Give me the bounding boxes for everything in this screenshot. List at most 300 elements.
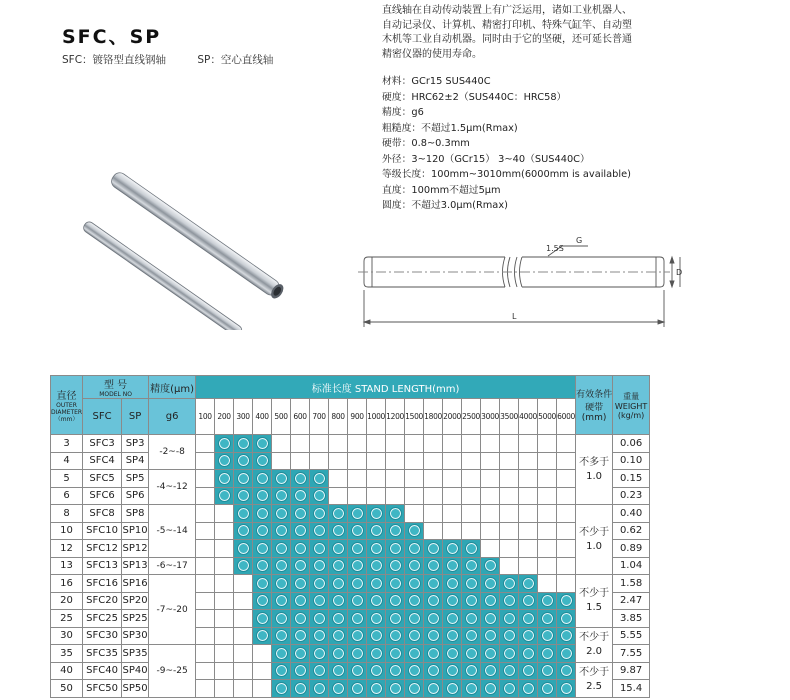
length-empty-cell (215, 645, 234, 663)
length-empty-cell (424, 522, 443, 540)
length-empty-cell (196, 680, 215, 698)
circle-marker-icon (370, 542, 383, 555)
length-header-400: 400 (253, 399, 272, 435)
circle-marker-icon (522, 629, 535, 642)
length-empty-cell (424, 487, 443, 505)
circle-marker-icon (446, 629, 459, 642)
length-available-marker (538, 662, 557, 680)
length-available-marker (367, 610, 386, 628)
shaft-drawing (350, 232, 700, 332)
length-available-marker (253, 575, 272, 593)
cell-sp-model: SP13 (122, 557, 149, 575)
circle-marker-icon (294, 542, 307, 555)
length-empty-cell (196, 452, 215, 470)
length-available-marker (443, 662, 462, 680)
cell-effective-hard-layer (576, 505, 613, 575)
length-header-200: 200 (215, 399, 234, 435)
circle-marker-icon (484, 682, 497, 695)
length-empty-cell (196, 575, 215, 593)
length-empty-cell (443, 487, 462, 505)
circle-marker-icon (427, 647, 440, 660)
length-empty-cell (348, 452, 367, 470)
length-available-marker (462, 610, 481, 628)
circle-marker-icon (218, 437, 231, 450)
cell-diameter: 50 (51, 680, 83, 698)
length-empty-cell (519, 505, 538, 523)
circle-marker-icon (560, 647, 573, 660)
length-empty-cell (215, 627, 234, 645)
length-available-marker (310, 645, 329, 663)
circle-marker-icon (332, 682, 345, 695)
circle-marker-icon (313, 594, 326, 607)
length-empty-cell (557, 452, 576, 470)
subtitle-sp: SP：空心直线轴 (197, 54, 274, 66)
cell-weight: 0.62 (613, 522, 650, 540)
length-available-marker (443, 610, 462, 628)
circle-marker-icon (560, 682, 573, 695)
circle-marker-icon (275, 647, 288, 660)
cell-sp-model: SP6 (122, 487, 149, 505)
length-available-marker (424, 610, 443, 628)
circle-marker-icon (446, 612, 459, 625)
length-available-marker (329, 645, 348, 663)
length-empty-cell (386, 487, 405, 505)
length-available-marker (424, 680, 443, 698)
length-available-marker (272, 557, 291, 575)
circle-marker-icon (446, 664, 459, 677)
length-empty-cell (462, 487, 481, 505)
circle-marker-icon (389, 559, 402, 572)
circle-marker-icon (294, 612, 307, 625)
length-empty-cell (557, 435, 576, 453)
circle-marker-icon (465, 664, 478, 677)
cell-sp-model: SP4 (122, 452, 149, 470)
length-available-marker (291, 662, 310, 680)
length-available-marker (405, 627, 424, 645)
circle-marker-icon (332, 612, 345, 625)
length-available-marker (291, 487, 310, 505)
cell-sp-model: SP30 (122, 627, 149, 645)
length-empty-cell (234, 575, 253, 593)
length-empty-cell (215, 505, 234, 523)
cell-diameter: 12 (51, 540, 83, 558)
length-available-marker (462, 557, 481, 575)
cell-diameter: 20 (51, 592, 83, 610)
circle-marker-icon (332, 542, 345, 555)
circle-marker-icon (313, 682, 326, 695)
length-empty-cell (367, 470, 386, 488)
length-empty-cell (538, 522, 557, 540)
length-empty-cell (329, 470, 348, 488)
effective-line: 不少于 (579, 526, 610, 538)
length-empty-cell (462, 470, 481, 488)
length-header-800: 800 (329, 399, 348, 435)
length-available-marker (557, 627, 576, 645)
circle-marker-icon (313, 559, 326, 572)
length-empty-cell (196, 540, 215, 558)
length-empty-cell (424, 505, 443, 523)
circle-marker-icon (408, 629, 421, 642)
length-available-marker (348, 505, 367, 523)
cell-weight: 0.10 (613, 452, 650, 470)
circle-marker-icon (351, 629, 364, 642)
circle-marker-icon (275, 664, 288, 677)
length-available-marker (481, 645, 500, 663)
circle-marker-icon (351, 507, 364, 520)
length-available-marker (234, 452, 253, 470)
circle-marker-icon (275, 577, 288, 590)
intro-line: 木机等工业自动机器。同时由于它的坚硬，还可延长普通 (382, 34, 632, 45)
intro-text (382, 4, 682, 62)
length-empty-cell (538, 470, 557, 488)
length-empty-cell (253, 662, 272, 680)
circle-marker-icon (503, 682, 516, 695)
length-header-3000: 3000 (481, 399, 500, 435)
length-empty-cell (519, 522, 538, 540)
length-available-marker (291, 592, 310, 610)
circle-marker-icon (237, 472, 250, 485)
length-available-marker (424, 645, 443, 663)
circle-marker-icon (237, 489, 250, 502)
circle-marker-icon (332, 559, 345, 572)
length-available-marker (405, 592, 424, 610)
spec-outer-diameter: 外径：3~120（GCr15） 3~40（SUS440C） (382, 153, 590, 165)
subtitle (62, 52, 301, 67)
cell-effective-hard-layer (576, 575, 613, 628)
circle-marker-icon (389, 524, 402, 537)
length-empty-cell (538, 540, 557, 558)
circle-marker-icon (294, 524, 307, 537)
length-available-marker (291, 575, 310, 593)
length-available-marker (481, 680, 500, 698)
length-empty-cell (519, 487, 538, 505)
length-available-marker (405, 557, 424, 575)
length-empty-cell (519, 452, 538, 470)
header-model-label: 型 号 (103, 380, 128, 391)
length-available-marker (557, 610, 576, 628)
cell-sfc-model: SFC13 (83, 557, 122, 575)
length-empty-cell (557, 487, 576, 505)
cell-weight: 15.4 (613, 680, 650, 698)
circle-marker-icon (351, 682, 364, 695)
length-empty-cell (481, 522, 500, 540)
length-header-2500: 2500 (462, 399, 481, 435)
circle-marker-icon (237, 507, 250, 520)
length-available-marker (348, 575, 367, 593)
length-available-marker (424, 557, 443, 575)
length-empty-cell (329, 452, 348, 470)
circle-marker-icon (465, 542, 478, 555)
cell-effective-hard-layer (576, 662, 613, 697)
length-empty-cell (215, 575, 234, 593)
length-available-marker (253, 470, 272, 488)
circle-marker-icon (332, 577, 345, 590)
length-header-5000: 5000 (538, 399, 557, 435)
header-effective: 有效条件硬带(mm) (576, 376, 613, 435)
length-available-marker (310, 487, 329, 505)
cell-weight: 3.85 (613, 610, 650, 628)
length-available-marker (405, 575, 424, 593)
circle-marker-icon (484, 594, 497, 607)
cell-precision: -9~-25 (149, 645, 196, 698)
cell-sp-model: SP3 (122, 435, 149, 453)
circle-marker-icon (294, 629, 307, 642)
length-empty-cell (291, 452, 310, 470)
circle-marker-icon (408, 682, 421, 695)
spec-hard-layer: 硬带：0.8~0.3mm (382, 138, 470, 149)
circle-marker-icon (275, 524, 288, 537)
length-available-marker (253, 557, 272, 575)
circle-marker-icon (275, 507, 288, 520)
circle-marker-icon (218, 472, 231, 485)
circle-marker-icon (332, 507, 345, 520)
header-stand-length: 标准长度 STAND LENGTH(mm) (196, 376, 576, 399)
length-available-marker (272, 522, 291, 540)
table-row (51, 540, 650, 558)
circle-marker-icon (332, 647, 345, 660)
circle-marker-icon (427, 542, 440, 555)
cell-weight: 0.15 (613, 470, 650, 488)
header-diameter (51, 376, 83, 435)
length-available-marker (443, 575, 462, 593)
circle-marker-icon (465, 594, 478, 607)
cell-sp-model: SP10 (122, 522, 149, 540)
length-header-100: 100 (196, 399, 215, 435)
cell-sp-model: SP50 (122, 680, 149, 698)
length-available-marker (386, 662, 405, 680)
length-empty-cell (272, 435, 291, 453)
cell-diameter: 25 (51, 610, 83, 628)
length-empty-cell (424, 435, 443, 453)
length-empty-cell (367, 487, 386, 505)
circle-marker-icon (541, 612, 554, 625)
length-available-marker (500, 680, 519, 698)
length-header-2000: 2000 (443, 399, 462, 435)
cell-precision: -4~-12 (149, 470, 196, 505)
length-empty-cell (253, 645, 272, 663)
circle-marker-icon (294, 647, 307, 660)
header-model (83, 376, 149, 399)
circle-marker-icon (237, 454, 250, 467)
table-row (51, 575, 650, 593)
circle-marker-icon (541, 647, 554, 660)
length-available-marker (310, 522, 329, 540)
page-title: SFC、SP (62, 26, 162, 48)
length-empty-cell (272, 452, 291, 470)
cell-diameter: 16 (51, 575, 83, 593)
length-available-marker (329, 557, 348, 575)
length-available-marker (462, 680, 481, 698)
circle-marker-icon (408, 542, 421, 555)
length-available-marker (310, 557, 329, 575)
length-empty-cell (196, 487, 215, 505)
length-empty-cell (234, 610, 253, 628)
length-empty-cell (424, 452, 443, 470)
circle-marker-icon (351, 524, 364, 537)
circle-marker-icon (370, 629, 383, 642)
effective-line: 1.5 (586, 601, 603, 613)
length-available-marker (386, 610, 405, 628)
drawing-label-d: D (676, 268, 683, 277)
circle-marker-icon (465, 612, 478, 625)
length-empty-cell (500, 435, 519, 453)
cell-weight: 0.23 (613, 487, 650, 505)
length-available-marker (367, 645, 386, 663)
length-available-marker (519, 680, 538, 698)
circle-marker-icon (465, 577, 478, 590)
length-available-marker (538, 592, 557, 610)
length-available-marker (367, 505, 386, 523)
length-available-marker (519, 610, 538, 628)
length-available-marker (348, 557, 367, 575)
circle-marker-icon (313, 647, 326, 660)
length-empty-cell (481, 435, 500, 453)
length-available-marker (462, 662, 481, 680)
length-available-marker (234, 557, 253, 575)
length-header-300: 300 (234, 399, 253, 435)
header-g6: g6 (149, 399, 196, 435)
length-available-marker (481, 610, 500, 628)
length-empty-cell (196, 627, 215, 645)
product-rods-image (70, 140, 310, 330)
length-available-marker (215, 435, 234, 453)
circle-marker-icon (237, 542, 250, 555)
length-available-marker (272, 610, 291, 628)
length-available-marker (253, 487, 272, 505)
cell-diameter: 5 (51, 470, 83, 488)
length-empty-cell (462, 505, 481, 523)
length-available-marker (272, 487, 291, 505)
effective-line: 1.0 (586, 470, 603, 482)
effective-line: 不少于 (579, 631, 610, 643)
length-empty-cell (215, 610, 234, 628)
circle-marker-icon (408, 577, 421, 590)
length-available-marker (538, 610, 557, 628)
circle-marker-icon (389, 629, 402, 642)
length-available-marker (348, 680, 367, 698)
length-available-marker (291, 680, 310, 698)
circle-marker-icon (408, 664, 421, 677)
length-empty-cell (196, 610, 215, 628)
circle-marker-icon (218, 489, 231, 502)
length-available-marker (367, 540, 386, 558)
cell-diameter: 8 (51, 505, 83, 523)
header-sfc: SFC (83, 399, 122, 435)
length-empty-cell (215, 557, 234, 575)
length-available-marker (500, 610, 519, 628)
cell-sfc-model: SFC8 (83, 505, 122, 523)
cell-weight: 1.58 (613, 575, 650, 593)
circle-marker-icon (294, 559, 307, 572)
length-available-marker (329, 610, 348, 628)
spec-straightness: 直度：100mm不超过5μm (382, 184, 501, 196)
circle-marker-icon (446, 542, 459, 555)
length-header-1200: 1200 (386, 399, 405, 435)
length-available-marker (234, 487, 253, 505)
circle-marker-icon (256, 489, 269, 502)
length-empty-cell (462, 452, 481, 470)
circle-marker-icon (427, 559, 440, 572)
circle-marker-icon (560, 594, 573, 607)
cell-sfc-model: SFC16 (83, 575, 122, 593)
circle-marker-icon (370, 524, 383, 537)
length-available-marker (348, 540, 367, 558)
circle-marker-icon (522, 594, 535, 607)
length-empty-cell (500, 557, 519, 575)
circle-marker-icon (294, 664, 307, 677)
length-available-marker (519, 662, 538, 680)
length-empty-cell (557, 557, 576, 575)
circle-marker-icon (313, 629, 326, 642)
effective-line: 不多于 (579, 456, 610, 468)
length-empty-cell (215, 662, 234, 680)
circle-marker-icon (427, 577, 440, 590)
length-available-marker (557, 680, 576, 698)
length-header-500: 500 (272, 399, 291, 435)
length-available-marker (443, 680, 462, 698)
circle-marker-icon (237, 559, 250, 572)
length-empty-cell (557, 575, 576, 593)
effective-line: 不少于 (579, 666, 610, 678)
length-available-marker (215, 487, 234, 505)
length-available-marker (234, 435, 253, 453)
length-available-marker (386, 645, 405, 663)
length-empty-cell (215, 522, 234, 540)
circle-marker-icon (541, 629, 554, 642)
length-available-marker (443, 645, 462, 663)
length-header-1800: 1800 (424, 399, 443, 435)
circle-marker-icon (351, 559, 364, 572)
length-empty-cell (291, 435, 310, 453)
circle-marker-icon (313, 472, 326, 485)
circle-marker-icon (427, 612, 440, 625)
circle-marker-icon (351, 542, 364, 555)
length-available-marker (557, 662, 576, 680)
circle-marker-icon (237, 524, 250, 537)
cell-weight: 7.55 (613, 645, 650, 663)
length-empty-cell (405, 505, 424, 523)
length-empty-cell (538, 557, 557, 575)
length-available-marker (348, 662, 367, 680)
cell-sfc-model: SFC40 (83, 662, 122, 680)
circle-marker-icon (560, 629, 573, 642)
length-empty-cell (234, 645, 253, 663)
circle-marker-icon (389, 647, 402, 660)
length-empty-cell (405, 452, 424, 470)
circle-marker-icon (313, 489, 326, 502)
length-empty-cell (481, 487, 500, 505)
circle-marker-icon (446, 682, 459, 695)
cell-weight: 1.04 (613, 557, 650, 575)
length-empty-cell (348, 487, 367, 505)
length-available-marker (253, 592, 272, 610)
length-available-marker (215, 452, 234, 470)
length-empty-cell (215, 680, 234, 698)
length-available-marker (500, 662, 519, 680)
length-available-marker (348, 627, 367, 645)
length-available-marker (386, 557, 405, 575)
length-available-marker (310, 540, 329, 558)
cell-sfc-model: SFC10 (83, 522, 122, 540)
length-available-marker (424, 662, 443, 680)
length-empty-cell (519, 540, 538, 558)
length-empty-cell (234, 592, 253, 610)
length-empty-cell (500, 540, 519, 558)
circle-marker-icon (294, 507, 307, 520)
length-available-marker (253, 627, 272, 645)
length-available-marker (367, 680, 386, 698)
length-empty-cell (424, 470, 443, 488)
